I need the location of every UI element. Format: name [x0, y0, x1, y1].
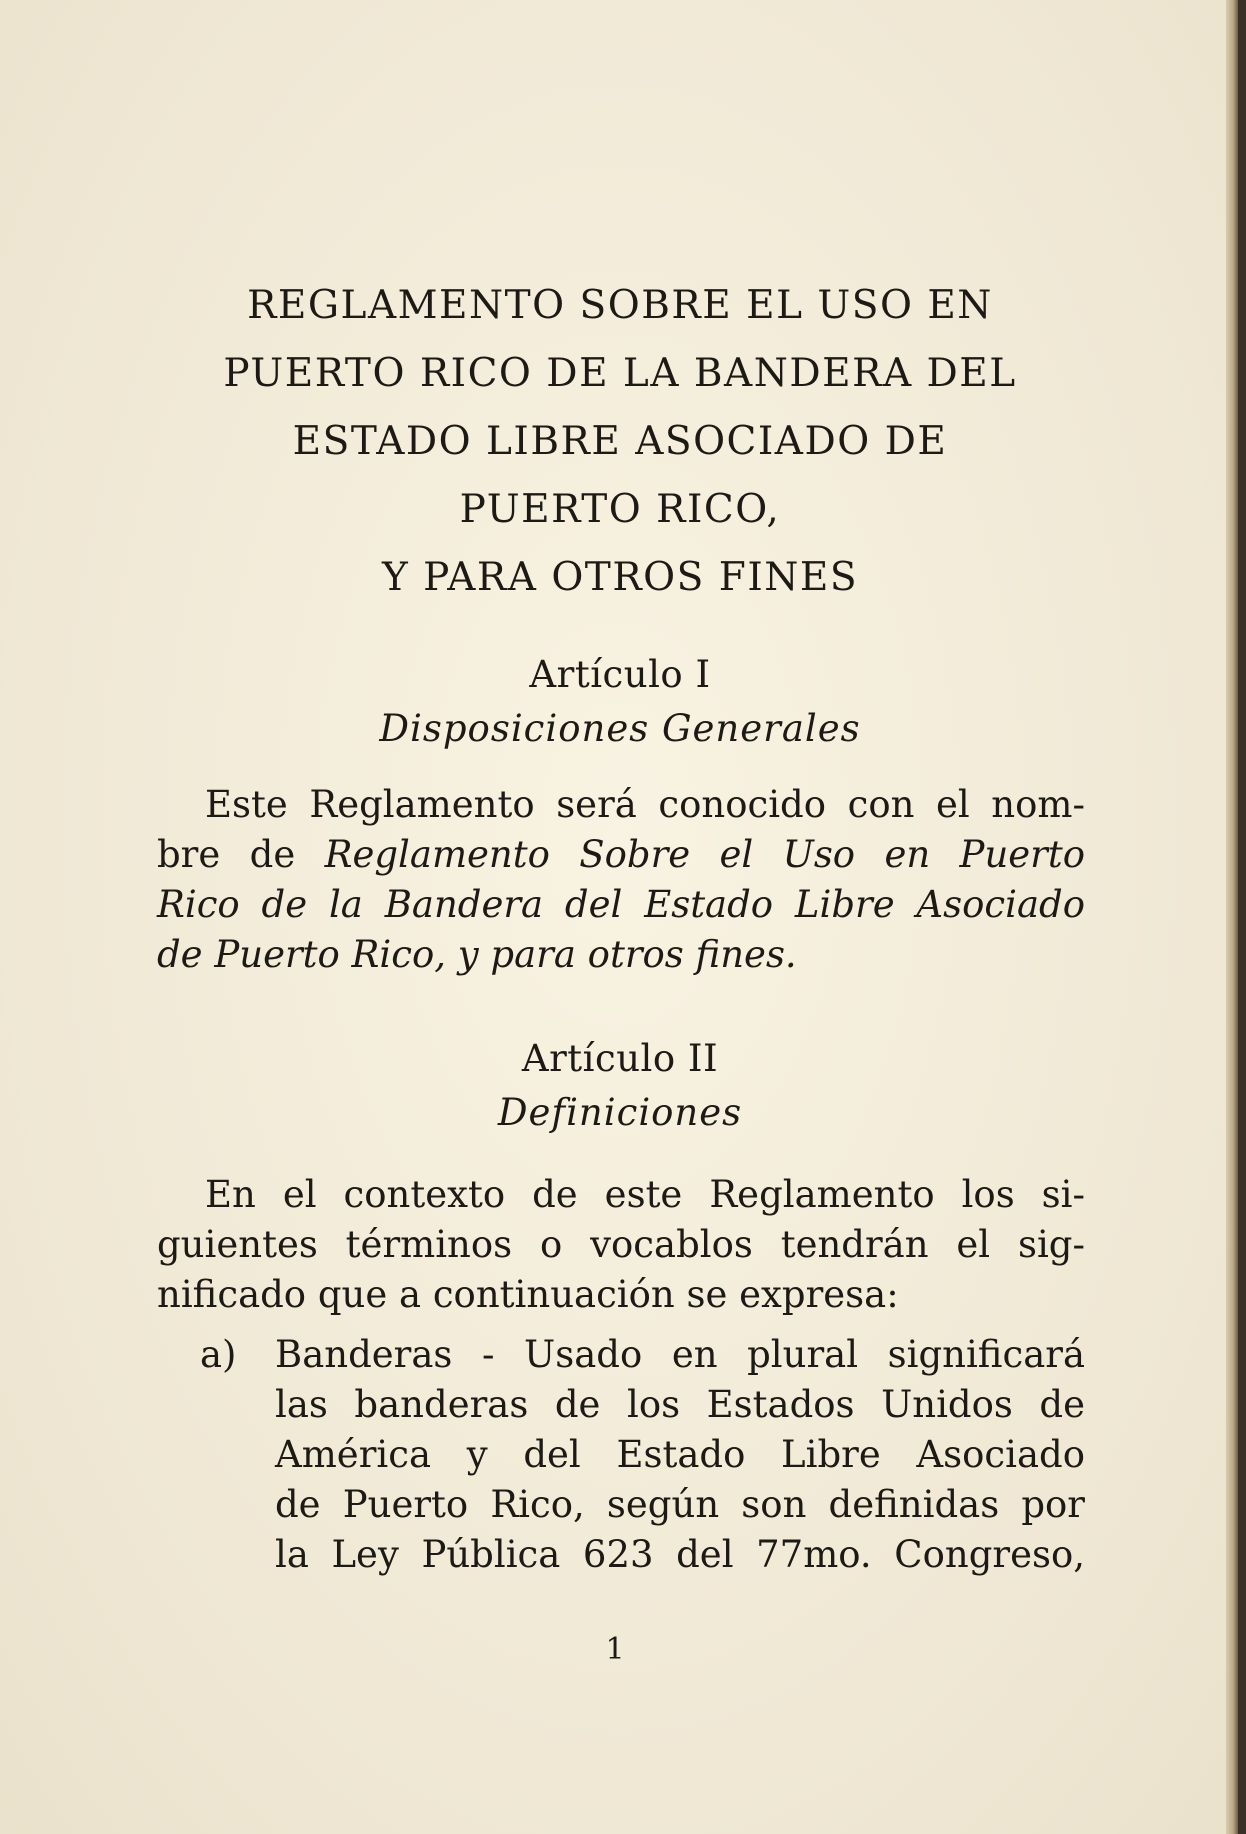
paragraph-line: bre de Reglamento Sobre el Uso en Puerto — [157, 833, 1086, 876]
item-line: América y del Estado Libre Asociado — [275, 1433, 1085, 1476]
paragraph-line: Rico de la Bandera del Estado Libre Asociado — [157, 883, 1085, 926]
article-1-heading: Artículo I — [529, 653, 711, 696]
item-line: la Ley Pública 623 del 77mo. Congreso, — [275, 1533, 1085, 1576]
paragraph-line: En el contexto de este Reglamento los si- — [205, 1173, 1085, 1216]
paragraph-line: guientes términos o vocablos tendrán el sig- — [157, 1223, 1085, 1266]
document-title — [140, 272, 1100, 612]
item-line: de Puerto Rico, según son definidas por — [275, 1483, 1085, 1526]
title-line: REGLAMENTO SOBRE EL USO EN — [247, 283, 993, 328]
article-2-paragraph — [157, 1170, 1085, 1320]
title-line: PUERTO RICO DE LA BANDERA DEL — [223, 351, 1017, 396]
page-number: 1 — [605, 1632, 625, 1667]
page-edge — [1226, 0, 1238, 1834]
article-2-subheading: Definiciones — [497, 1091, 743, 1134]
item-line: Banderas - Usado en plural significará — [275, 1333, 1085, 1376]
article-1-paragraph — [157, 780, 1085, 980]
article-1-subheading: Disposiciones Generales — [379, 707, 861, 750]
paragraph-line: de Puerto Rico, y para otros fines. — [157, 933, 797, 976]
title-line: ESTADO LIBRE ASOCIADO DE — [292, 419, 948, 464]
title-line: Y PARA OTROS FINES — [381, 555, 859, 600]
item-a-label: a) — [200, 1333, 237, 1376]
paragraph-line: Este Reglamento será conocido con el nom- — [205, 783, 1085, 826]
item-line: las banderas de los Estados Unidos de — [275, 1383, 1085, 1426]
item-a-text — [275, 1330, 1085, 1580]
article-2-heading: Artículo II — [521, 1037, 719, 1080]
paragraph-line: nificado que a continuación se expresa: — [157, 1273, 899, 1316]
title-line: PUERTO RICO, — [459, 487, 781, 532]
